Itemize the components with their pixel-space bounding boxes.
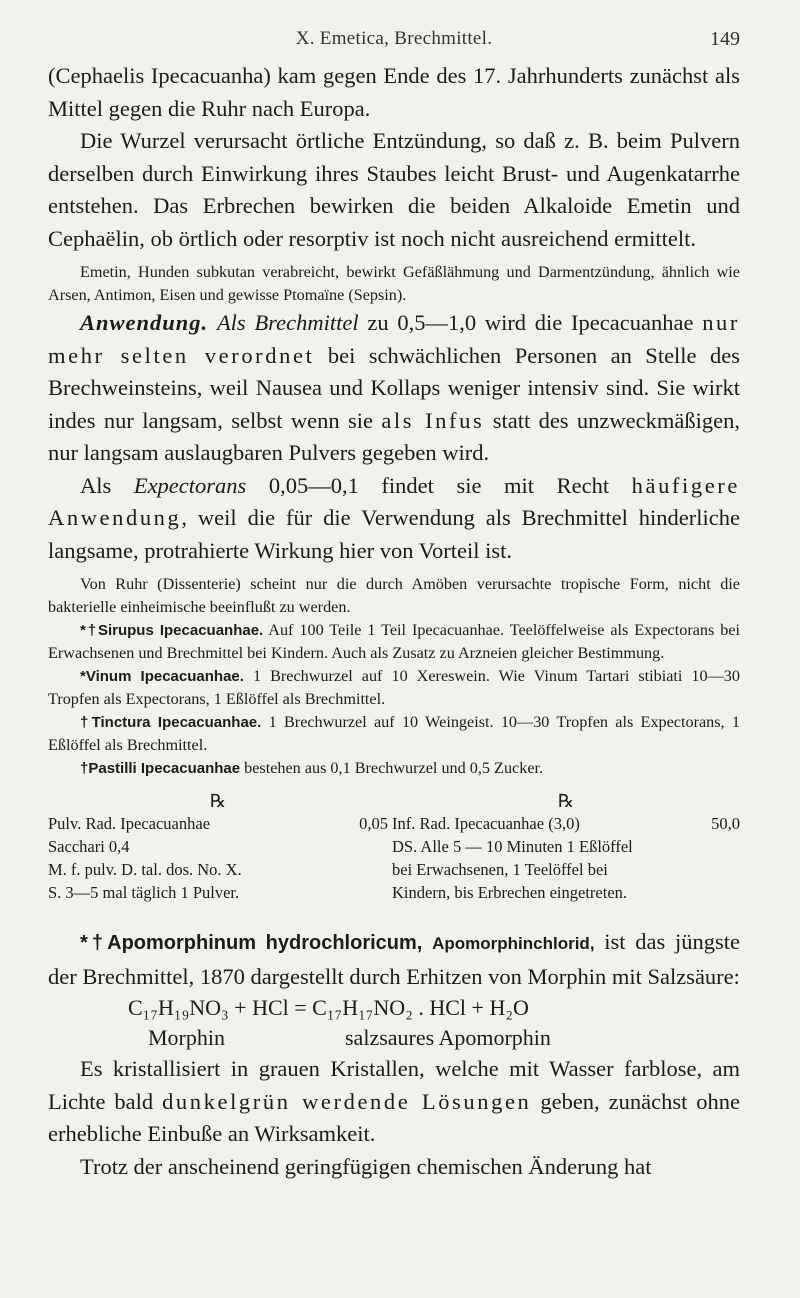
equation-labels: Morphin salzsaures Apomorphin: [148, 1025, 551, 1050]
term-brechmittel: Als Brechmittel: [216, 310, 359, 335]
emphasis-selten: nur mehr selten verordnet: [48, 310, 740, 368]
emphasis-loesungen: dunkelgrün werdende Lösungen: [162, 1088, 532, 1114]
paragraph-anwendung: Anwendung. Als Brechmittel zu 0,5—1,0 wird die Ipecacuanhae nur mehr selten verordnet bei schwächlichen Personen an Stelle des Brechweinsteins, weil Nausea und Kollaps weniger intensiv sind. Sie wirkt indes nur langsam, selbst wenn sie als Infus statt des unzweckmäßigen, nur langsam auslaugbaren Pulvers gegeben wird.: [48, 310, 740, 465]
section-heading: Anwendung.: [80, 310, 209, 335]
preparation-vinum: *Vinum Ipecacuanhae. 1 Brechwurzel auf 10 Xereswein. Wie Vinum Tartari stibiati 10—30 Tropfen als Expectorans, 1 Eßlöffel als Brechmittel.: [48, 667, 740, 708]
page-number: 149: [710, 28, 740, 50]
recipe-left: ℞ Pulv. Rad. Ipecacuanhae 0,05 Sacchari 0,4 M. f. pulv. D. tal. dos. No. X. S. 3—5 mal täglich 1 Pulver.: [48, 791, 388, 902]
preparation-tinctura: †Tinctura Ipecacuanhae. 1 Brechwurzel auf 10 Weingeist. 10—30 Tropfen als Expectorans, 1 Eßlöffel als Brechmittel.: [48, 713, 740, 754]
preparation-name: †Pastilli Ipecacuanhae: [80, 760, 241, 777]
emphasis-haeufigere: häufigere Anwendung: [48, 472, 740, 530]
paragraph-apomorphin: *†Apomorphinum hydrochloricum, Apomorphinchlorid, ist das jüngste der Brechmittel, 1870 dargestellt durch Erhitzen von Morphin mit Salzsäure:: [48, 929, 741, 989]
chapter-title: X. Emetica, Brechmittel.: [295, 28, 493, 49]
preparation-sirupus: *†Sirupus Ipecacuanhae. Auf 100 Teile 1 Teil Ipecacuanhae. Teelöffelweise als Expectorans bei Erwachsenen und Brechmittel bei Kindern. Auch als Zusatz zu Arzneien gleicher Bestimmung.: [48, 621, 740, 662]
recipe-symbol: ℞: [209, 791, 227, 811]
drug-name: *†Apomorphinum hydrochloricum,: [80, 932, 423, 954]
paragraph-trotz: Trotz der anscheinend geringfügigen chemischen Änderung hat: [80, 1153, 652, 1179]
running-header: [48, 20, 740, 60]
paragraph-intro: (Cephaelis Ipecacuanha) kam gegen Ende des 17. Jahrhunderts zunächst als Mittel gegen die Ruhr nach Europa.: [48, 63, 740, 121]
preparation-name: †Tinctura Ipecacuanhae.: [80, 714, 262, 731]
note-emetin: Emetin, Hunden subkutan verabreicht, bewirkt Gefäßlähmung und Darmentzündung, ähnlich wie Arsen, Antimon, Eisen und gewisse Ptomaïne (Sepsin).: [48, 263, 740, 304]
preparation-name: *Vinum Ipecacuanhae.: [80, 668, 244, 685]
chemical-equation: C₁₇H₁₉NO₃ + HCl = C₁₇H₁₇NO₂ . HCl + H₂O: [128, 995, 529, 1020]
paragraph-expectorans: Als Expectorans 0,05—0,1 findet sie mit Recht häufigere Anwendung, weil die für die Verwendung als Brechmittel hinderliche langsame, protrahierte Wirkung hier von Vorteil ist.: [48, 472, 740, 563]
preparation-name: *†Sirupus Ipecacuanhae.: [80, 622, 264, 639]
preparation-pastilli: †Pastilli Ipecacuanhae bestehen aus 0,1 Brechwurzel und 0,5 Zucker.: [80, 759, 544, 777]
recipes: [48, 790, 740, 904]
emphasis-infus: als Infus: [381, 407, 485, 433]
term-expectorans: Expectorans: [133, 472, 247, 498]
recipe-right: ℞ Inf. Rad. Ipecacuanhae (3,0) 50,0 DS. Alle 5 — 10 Minuten 1 Eßlöffel bei Erwachsenen, 1 Teelöffel bei Kindern, bis Erbrechen eingetreten.: [392, 791, 740, 902]
drug-alt-name: Apomorphinchlorid,: [432, 934, 595, 953]
paragraph-wurzel: Die Wurzel verursacht örtliche Entzündung, so daß z. B. beim Pulvern derselben durch Einwirkung ihres Staubes leicht Brust- und Augenkatarrhe entstehen. Das Erbrechen bewirken die beiden Alkaloide Emetin und Cephaëlin, ob örtlich oder resorptiv ist noch nicht ausreichend ermittelt.: [48, 128, 740, 251]
note-ruhr: Von Ruhr (Dissenterie) scheint nur die durch Amöben verursachte tropische Form, nicht die bakterielle einheimische beeinflußt zu werden.: [48, 575, 740, 616]
paragraph-kristalle: Es kristallisiert in grauen Kristallen, welche mit Wasser farblose, am Lichte bald dunkelgrün werdende Lösungen geben, zunächst ohne erhebliche Einbuße an Wirksamkeit.: [48, 1056, 740, 1146]
recipe-symbol: ℞: [557, 791, 575, 811]
